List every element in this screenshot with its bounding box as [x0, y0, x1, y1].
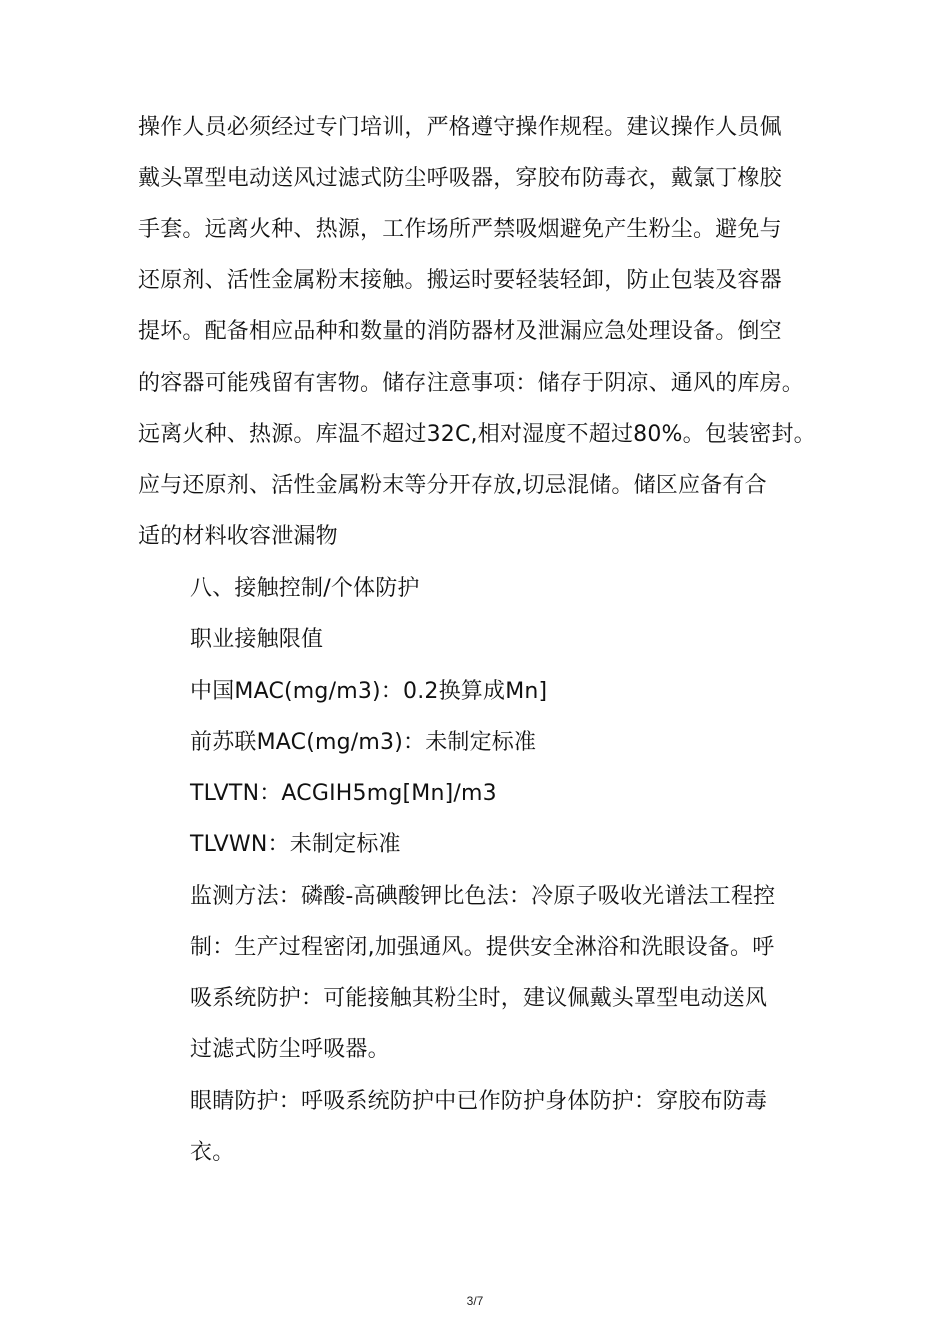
paragraph-line: 过滤式防尘呼吸器。	[190, 1037, 390, 1062]
section-heading: 八、接触控制/个体防护	[190, 576, 420, 601]
paragraph-line: 远离火种、热源。库温不超过32C,相对湿度不超过80%。包装密封。	[138, 422, 816, 447]
paragraph-line: 监测方法：磷酸-高碘酸钾比色法：冷原子吸收光谱法工程控	[190, 884, 776, 909]
paragraph-line: 戴头罩型电动送风过滤式防尘呼吸器，穿胶布防毒衣，戴氯丁橡胶	[138, 166, 782, 191]
paragraph-line: 还原剂、活性金属粉末接触。搬运时要轻装轻卸，防止包装及容器	[138, 268, 782, 293]
paragraph-line: 适的材料收容泄漏物	[138, 524, 338, 549]
paragraph-line: 提坏。配备相应品种和数量的消防器材及泄漏应急处理设备。倒空	[138, 319, 782, 344]
exposure-limit-tlvwn: TLVWN：未制定标准	[190, 832, 401, 857]
exposure-limit-tlvtn: TLVTN：ACGIH5mg[Mn]/m3	[190, 781, 497, 806]
paragraph-line: 操作人员必须经过专门培训，严格遵守操作规程。建议操作人员佩	[138, 115, 782, 140]
paragraph-line: 眼睛防护：呼吸系统防护中已作防护身体防护：穿胶布防毒	[190, 1089, 768, 1114]
subsection-heading: 职业接触限值	[190, 627, 324, 652]
paragraph-line: 应与还原剂、活性金属粉末等分开存放,切忌混储。储区应备有合	[138, 473, 767, 498]
exposure-limit-ussr: 前苏联MAC(mg/m3)：未制定标准	[190, 730, 537, 755]
paragraph-line: 衣。	[190, 1140, 235, 1165]
exposure-limit-china: 中国MAC(mg/m3)：0.2换算成Mn]	[190, 679, 548, 704]
paragraph-line: 的容器可能残留有害物。储存注意事项：储存于阴凉、通风的库房。	[138, 371, 805, 396]
paragraph-line: 手套。远离火种、热源，工作场所严禁吸烟避免产生粉尘。避免与	[138, 217, 782, 242]
paragraph-line: 吸系统防护：可能接触其粉尘时，建议佩戴头罩型电动送风	[190, 986, 768, 1011]
paragraph-line: 制：生产过程密闭,加强通风。提供安全淋浴和洗眼设备。呼	[190, 935, 775, 960]
page-number: 3/7	[466, 1294, 484, 1308]
